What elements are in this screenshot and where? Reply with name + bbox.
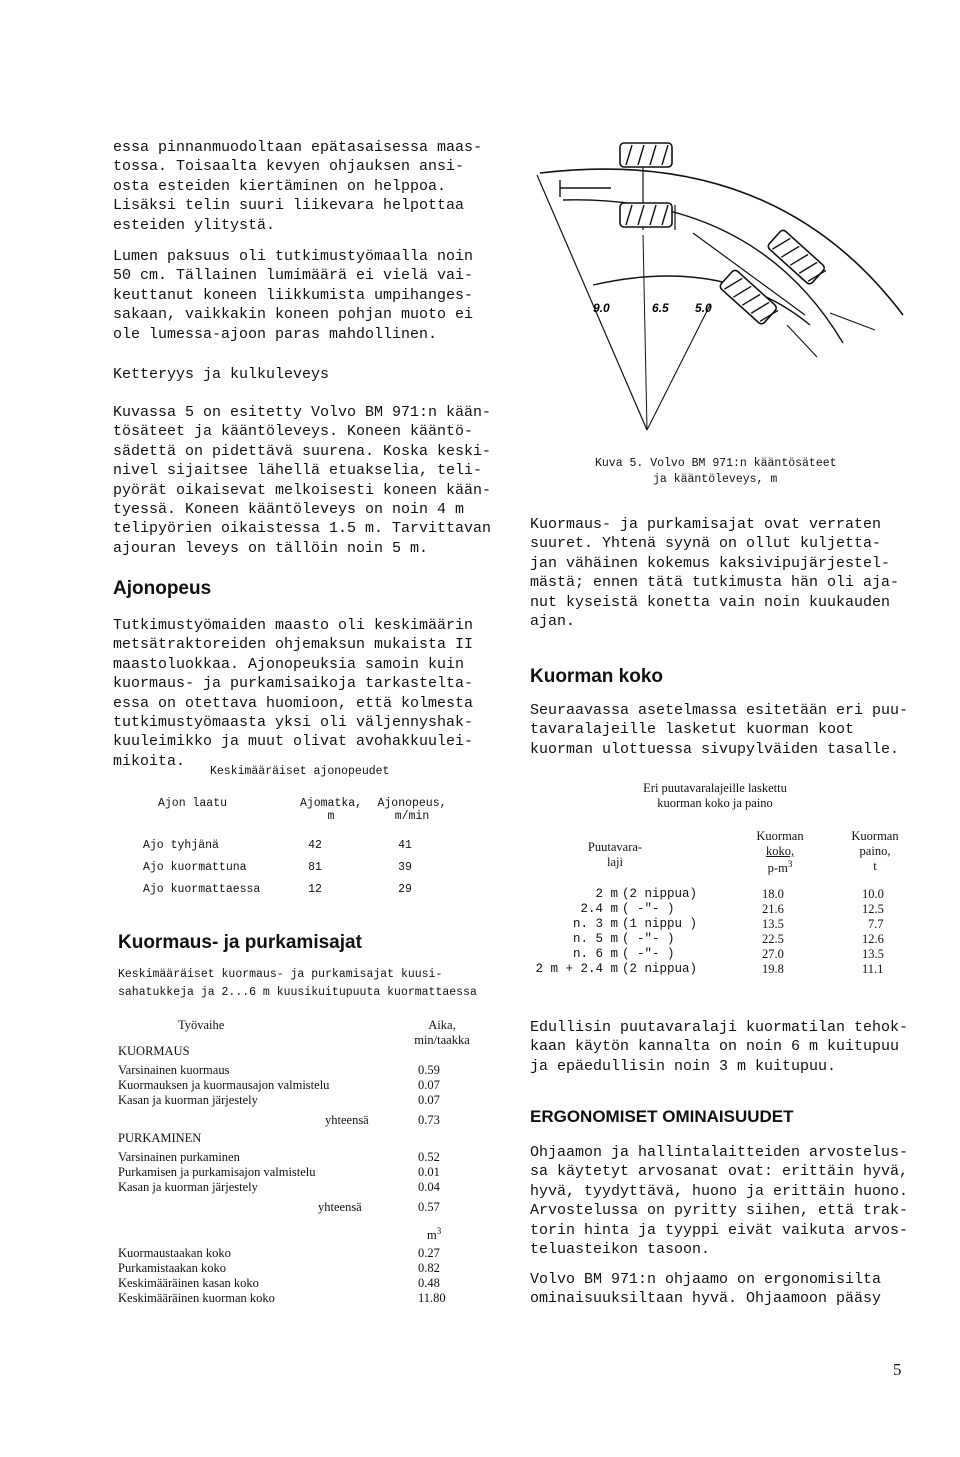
col-header-line: Aika,: [428, 1018, 456, 1032]
text-line: kaan käytön kannalta on noin 6 m kuitupuu: [530, 1038, 900, 1056]
text-line: tavaralajeille lasketut kuorman koot: [530, 721, 855, 739]
table-cell: 27.0: [762, 947, 784, 961]
text-line: maastoluokkaa. Ajonopeuksia samoin kuin: [113, 655, 465, 673]
text-line: tutkimustyömaasta yksi oli väljennyshak-: [113, 714, 474, 732]
col-header-line: min/taakka: [414, 1033, 470, 1047]
table-cell: 0.01: [418, 1165, 440, 1179]
speed-col-dist: [296, 797, 366, 823]
table-cell: 0.07: [418, 1093, 440, 1107]
cabin-paragraph: [530, 1270, 900, 1309]
text-line: Seuraavassa asetelmassa esitetään eri puu-: [530, 702, 909, 719]
table-cell: 0.07: [418, 1078, 440, 1092]
section-label: PURKAMINEN: [118, 1131, 202, 1145]
total-value: 0.73: [418, 1113, 440, 1127]
loading-caption-line: Keskimääräiset kuormaus- ja purkamisajat kuusi-: [118, 968, 443, 981]
text-line: torin hinta ja tyyppi eivät vaikuta arvos-: [530, 1221, 909, 1239]
text-line: Volvo BM 971:n ohjaamo on ergonomisilta: [530, 1271, 882, 1288]
table-row: n. 3 m: [572, 917, 618, 931]
turning-radius-figure: [525, 135, 915, 435]
best-paragraph: [530, 1018, 909, 1076]
table-cell: 0.27: [418, 1246, 440, 1260]
text-line: metsätraktoreiden ohjemaksun mukaista II: [113, 636, 474, 654]
table-row: Purkamistaakan koko: [118, 1261, 226, 1275]
table-row: Ajo kuormattuna: [143, 861, 247, 874]
text-line: essa on otettava huomioon, että kolmesta: [113, 694, 474, 712]
load-table-title: [600, 781, 830, 811]
tire-icon: [719, 269, 778, 326]
table-row: 2.4 m: [580, 902, 618, 916]
table-cell: 29: [398, 883, 412, 896]
text-line: ajan.: [530, 613, 576, 631]
figure-caption-line: ja kääntöleveys, m: [653, 473, 778, 486]
table-cell: 13.5: [762, 917, 784, 931]
text-line: keuttanut koneen liikkumista umpihanges-: [113, 286, 474, 304]
table-cell: 10.0: [862, 887, 884, 901]
table-cell: 0.59: [418, 1063, 440, 1077]
table-row: n. 5 m: [572, 932, 618, 946]
table-cell: 21.6: [762, 902, 784, 916]
text-line: mästä; ennen tätä tutkimusta hän oli aja-: [530, 574, 900, 592]
guide-line: [647, 305, 710, 430]
col-header-line: Kuorman: [756, 829, 804, 843]
table-row: Varsinainen kuormaus: [118, 1063, 230, 1077]
table-cell: 81: [308, 861, 322, 874]
text-line: ominaisuuksiltaan hyvä. Ohjaamoon pääsy: [530, 1290, 882, 1308]
col-weight: [840, 829, 910, 874]
col-size: [740, 829, 820, 876]
table-row: Kasan ja kuorman järjestely: [118, 1093, 258, 1107]
table-row: Kuormaustaakan koko: [118, 1246, 231, 1260]
total-label: yhteensä: [318, 1200, 362, 1214]
text-line: nivel sijaitsee lähellä etuakselia, teli-: [113, 462, 483, 480]
col-phase: Työvaihe: [178, 1018, 225, 1032]
guide-line: [643, 235, 647, 430]
table-cell: ( -"- ): [622, 902, 675, 916]
text-line: sakaan, vaikkakin koneen pohjan muoto ei: [113, 306, 474, 324]
text-line: nut kyseistä konetta vain noin kuukauden: [530, 593, 891, 611]
unit-text: p-m: [767, 861, 788, 876]
text-line: Lumen paksuus oli tutkimustyömaalla noin: [113, 248, 474, 265]
table-row: Ajo kuormattaessa: [143, 883, 261, 896]
col-kind: [570, 840, 660, 870]
speed-paragraph: [113, 616, 485, 771]
guide-line: [787, 325, 817, 357]
text-line: jan vähäinen kokemus kaksivipujärjestel-: [530, 554, 891, 572]
unit-text: m: [427, 1228, 437, 1243]
unit-label: [427, 1226, 441, 1243]
text-line: Kuvassa 5 on esitetty Volvo BM 971:n kään-: [113, 404, 492, 421]
agility-heading: Ketteryys ja kulkuleveys: [113, 366, 330, 383]
guide-line: [830, 313, 875, 330]
col-header-line: Ajomatka,: [299, 797, 363, 810]
text-line: 50 cm. Tällainen lumimäärä ei vielä vai-: [113, 267, 474, 285]
text-line: kuorman ulottuessa sivupylväiden tasalle.: [530, 740, 900, 758]
table-cell: 0.04: [418, 1180, 440, 1194]
figure-caption-line: Kuva 5. Volvo BM 971:n kääntösäteet: [595, 457, 837, 470]
load-size-paragraph: [530, 701, 909, 759]
speed-table-title: Keskimääräiset ajonopeudet: [210, 765, 390, 778]
total-label: yhteensä: [325, 1113, 369, 1127]
text-line: sädettä on pidettävä suurena. Koska keski-: [113, 442, 492, 460]
text-line: mikoita.: [113, 752, 186, 770]
agility-paragraph: [113, 403, 492, 558]
text-line: ole lumessa-ajoon paras mahdollinen.: [113, 325, 438, 343]
table-cell: ( -"- ): [622, 947, 675, 961]
table-row: 2 m: [595, 887, 618, 901]
table-cell: 12.5: [862, 902, 884, 916]
table-row: 2 m + 2.4 m: [535, 962, 618, 976]
radius-label: 5.0: [695, 301, 712, 315]
table-row: Ajo tyhjänä: [143, 839, 219, 852]
table-cell: ( -"- ): [622, 932, 675, 946]
col-header-line: t: [873, 859, 877, 873]
speed-col-speed: [372, 797, 452, 823]
experience-paragraph: [530, 515, 900, 631]
table-cell: 22.5: [762, 932, 784, 946]
unit-superscript: 3: [787, 859, 793, 869]
speed-col-type: Ajon laatu: [158, 797, 228, 810]
text-line: essa pinnanmuodoltaan epätasaisessa maas-: [113, 139, 483, 156]
text-line: ajouran leveys on tällöin noin 5 m.: [113, 539, 429, 557]
ergonomic-paragraph: [530, 1143, 909, 1259]
text-line: tossa. Toisaalta kevyen ohjauksen ansi-: [113, 158, 465, 176]
total-value: 0.57: [418, 1200, 440, 1214]
text-line: tyessä. Koneen kääntöleveys on noin 4 m: [113, 501, 465, 519]
tire-icon: [767, 229, 826, 286]
text-line: suuret. Yhtenä syynä on ollut kuljetta-: [530, 535, 882, 553]
table-cell: (2 nippua): [622, 962, 698, 976]
table-cell: 11.80: [418, 1291, 446, 1305]
table-row: Kuormauksen ja kuormausajon valmistelu: [118, 1078, 330, 1092]
table-row: Keskimääräinen kasan koko: [118, 1276, 259, 1290]
text-line: Ohjaamon ja hallintalaitteiden arvostelus-: [530, 1144, 909, 1161]
text-line: Kuormaus- ja purkamisajat ovat verraten: [530, 516, 882, 533]
table-cell: 0.82: [418, 1261, 440, 1275]
col-header-line: laji: [607, 855, 623, 869]
title-line: kuorman koko ja paino: [657, 796, 773, 810]
text-line: osta esteiden kiertäminen on helppoa.: [113, 177, 447, 195]
table-cell: (1 nippu ): [622, 917, 698, 931]
table-row: Kasan ja kuorman järjestely: [118, 1180, 258, 1194]
tire-icon: [620, 143, 672, 167]
table-cell: 0.48: [418, 1276, 440, 1290]
text-line: Arvostelussa on pyritty siihen, että trak-: [530, 1202, 909, 1220]
table-cell: 41: [398, 839, 412, 852]
text-line: tösäteet ja kääntöleveys. Koneen kääntö-: [113, 423, 474, 441]
table-row: Keskimääräinen kuorman koko: [118, 1291, 275, 1305]
intro-paragraph: [113, 138, 485, 235]
table-cell: 0.52: [418, 1150, 440, 1164]
table-cell: 7.7: [868, 917, 884, 931]
table-cell: 12.6: [862, 932, 884, 946]
load-size-heading: Kuorman koko: [530, 666, 664, 687]
col-header-line: Puutavara-: [587, 840, 643, 854]
unit-superscript: 3: [436, 1226, 442, 1236]
text-line: pyörät oikaisevat melkoisesti koneen kään-: [113, 481, 492, 499]
col-header-line: Ajonopeus,: [377, 797, 447, 810]
text-line: hyvä, tyydyttävä, huono ja erittäin huono.: [530, 1182, 909, 1200]
text-line: Tutkimustyömaiden maasto oli keskimäärin: [113, 617, 474, 634]
loading-heading: Kuormaus- ja purkamisajat: [118, 932, 362, 953]
title-line: Eri puutavaralajeille laskettu: [643, 781, 787, 795]
section-label: KUORMAUS: [118, 1044, 190, 1058]
col-header-line: paino,: [859, 844, 891, 858]
table-row: Varsinainen purkaminen: [118, 1150, 240, 1164]
table-cell: 11.1: [862, 962, 884, 976]
text-line: teluasteikon tasoon.: [530, 1241, 711, 1259]
table-cell: 39: [398, 861, 412, 874]
text-line: Edullisin puutavaralaji kuormatilan tehok-: [530, 1019, 909, 1036]
table-cell: (2 nippua): [622, 887, 698, 901]
table-cell: 19.8: [762, 962, 784, 976]
table-cell: 12: [308, 883, 322, 896]
table-row: Purkamisen ja purkamisajon valmistelu: [118, 1165, 316, 1179]
snow-paragraph: [113, 247, 485, 344]
table-cell: 42: [308, 839, 322, 852]
speed-heading: Ajonopeus: [113, 578, 212, 599]
col-header-line: [740, 859, 820, 876]
col-header-line: koko,: [765, 844, 795, 858]
table-row: n. 6 m: [572, 947, 618, 961]
text-line: Lisäksi telin suuri liikevara helpottaa: [113, 197, 465, 215]
text-line: ja epäedullisin noin 3 m kuitupuu.: [530, 1057, 837, 1075]
col-header-line: m/min: [394, 810, 430, 823]
text-line: sa käytetyt arvosanat ovat: erittäin hyvä,: [530, 1163, 909, 1181]
text-line: telipyörien oikaistessa 1.5 m. Tarvittavan: [113, 520, 492, 538]
col-header-line: m: [327, 810, 335, 823]
loading-caption-line: sahatukkeja ja 2...6 m kuusikuitupuuta kuormattaessa: [118, 986, 477, 999]
radius-label: 6.5: [652, 301, 669, 315]
page-number: 5: [893, 1360, 902, 1379]
ergonomic-heading: ERGONOMISET OMINAISUUDET: [530, 1107, 794, 1126]
table-cell: 18.0: [762, 887, 784, 901]
tire-icon: [620, 203, 672, 227]
text-line: kuuleimikko ja muut olivat avohakkuulei-: [113, 733, 474, 751]
table-cell: 13.5: [862, 947, 884, 961]
text-line: esteiden ylitystä.: [113, 216, 276, 234]
text-line: kuormaus- ja purkamisaikoja tarkastelta-: [113, 675, 474, 693]
radius-arc-outer: [540, 169, 903, 315]
col-time: [402, 1018, 482, 1048]
col-header-line: Kuorman: [851, 829, 899, 843]
radius-label: 9.0: [593, 301, 610, 315]
